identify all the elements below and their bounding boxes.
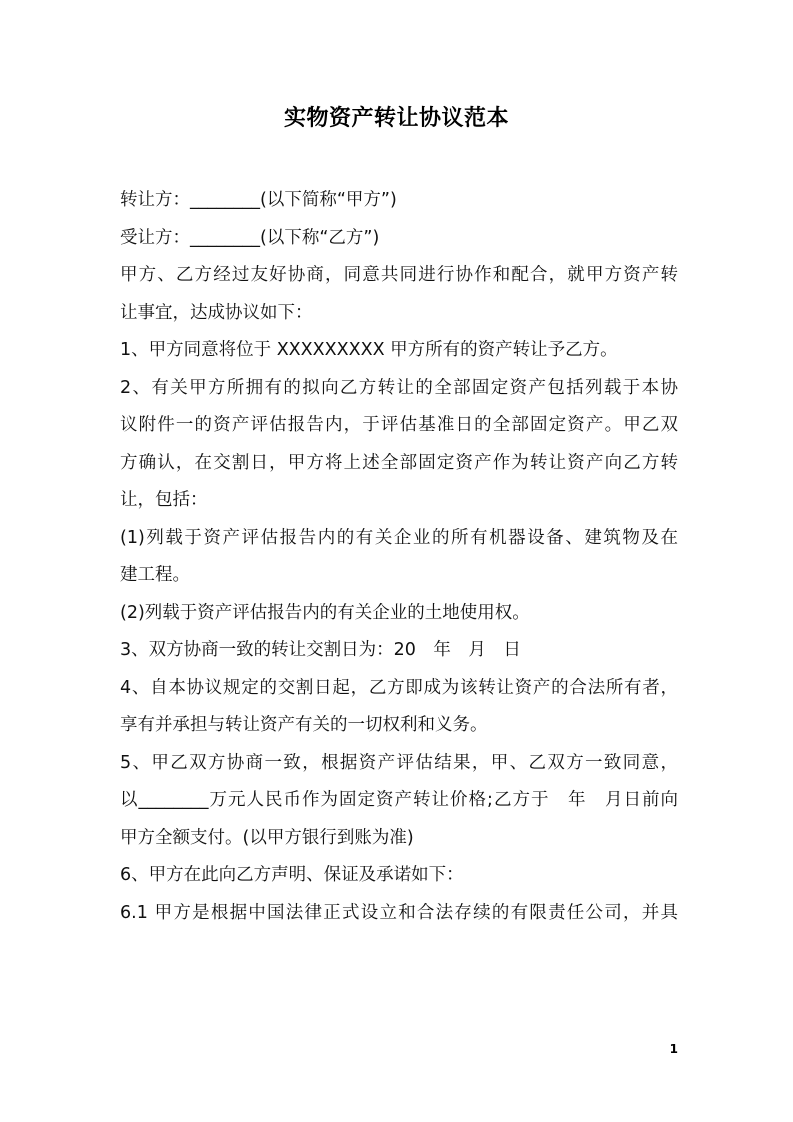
- paragraph-line: 议附件一的资产评估报告内，于评估基准日的全部固定资产。甲乙双: [120, 415, 678, 435]
- paragraph-line: 以________万元人民币作为固定资产转让价格;乙方于 年 月日前向: [120, 790, 678, 810]
- paragraph-line: 让事宜，达成协议如下：: [120, 302, 313, 323]
- paragraph-line: 1、甲方同意将位于 XXXXXXXXX 甲方所有的资产转让予乙方。: [120, 340, 618, 360]
- document-body: [120, 182, 678, 932]
- paragraph-line: 2、有关甲方所拥有的拟向乙方转让的全部固定资产包括列载于本协: [120, 377, 678, 398]
- paragraph-line: 方确认，在交割日，甲方将上述全部固定资产作为转让资产向乙方转: [120, 452, 678, 473]
- paragraph-line: (1)列载于资产评估报告内的有关企业的所有机器设备、建筑物及在: [120, 527, 678, 548]
- paragraph-line: 6.1 甲方是根据中国法律正式设立和合法存续的有限责任公司，并具: [120, 902, 678, 923]
- paragraph-line: 6、甲方在此向乙方声明、保证及承诺如下：: [120, 865, 464, 885]
- paragraph-line: 4、自本协议规定的交割日起，乙方即成为该转让资产的合法所有者，: [120, 677, 678, 698]
- paragraph-line: (2)列载于资产评估报告内的有关企业的土地使用权。: [120, 602, 530, 623]
- paragraph-line: 建工程。: [120, 565, 190, 585]
- paragraph-line: 甲方、乙方经过友好协商，同意共同进行协作和配合，就甲方资产转: [120, 265, 678, 285]
- paragraph-line: 让，包括：: [120, 490, 208, 510]
- paragraph-line: 5、甲乙双方协商一致，根据资产评估结果，甲、乙双方一致同意，: [120, 752, 678, 773]
- document-title: 实物资产转让协议范本: [283, 106, 509, 131]
- paragraph-line: 享有并承担与转让资产有关的一切权利和义务。: [120, 715, 488, 735]
- paragraph-line: 3、双方协商一致的转让交割日为：20 年 月 日: [120, 640, 521, 660]
- page-number: 1: [669, 1042, 678, 1056]
- paragraph-line: 转让方：________(以下简称“甲方”): [120, 190, 397, 210]
- paragraph-line: 甲方全额支付。(以甲方银行到账为准): [120, 827, 414, 848]
- paragraph-line: 受让方：________(以下称“乙方”): [120, 227, 380, 248]
